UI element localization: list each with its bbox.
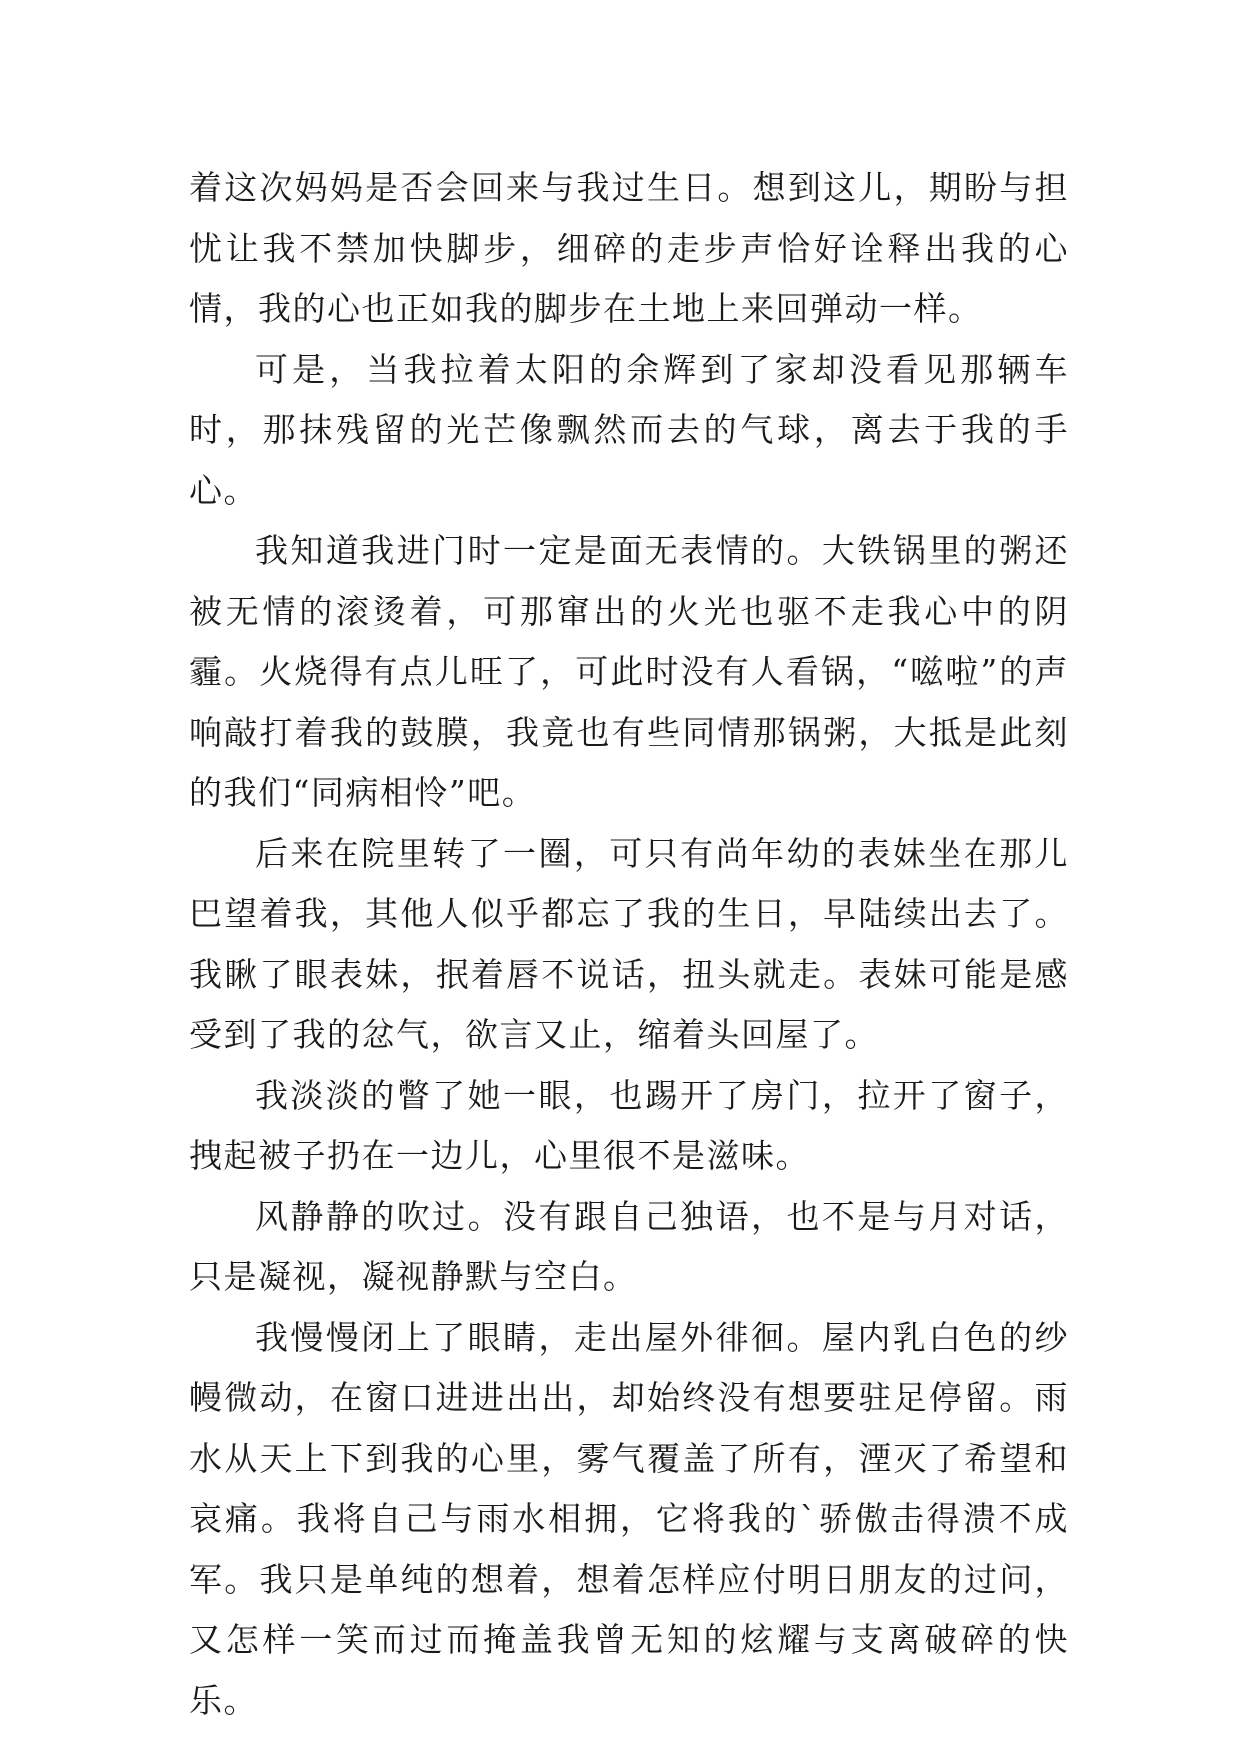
paragraph-7: 我慢慢闭上了眼睛，走出屋外徘徊。屋内乳白色的纱幔微动，在窗口进进出出，却始终没有想要驻足停留。雨水从天上下到我的心里，雾气覆盖了所有，湮灭了希望和哀痛。我将自己与雨水相拥，它将我的`骄傲击得溃不成军。我只是单纯的想着，想着怎样应付明日朋友的过问，又怎样一笑而过而掩盖我曾无知的炫耀与支离破碎的快乐。 bbox=[189, 1317, 1069, 1720]
article-body bbox=[189, 158, 1069, 1731]
paragraph-3: 我知道我进门时一定是面无表情的。大铁锅里的粥还被无情的滚烫着，可那窜出的火光也驱不走我心中的阴霾。火烧得有点儿旺了，可此时没有人看锅，“嗞啦”的声响敲打着我的鼓膜，我竟也有些同情那锅粥，大抵是此刻的我们“同病相怜”吧。 bbox=[189, 531, 1069, 812]
paragraph-2: 可是，当我拉着太阳的余辉到了家却没看见那辆车时，那抹残留的光芒像飘然而去的气球，离去于我的手心。 bbox=[189, 349, 1069, 510]
paragraph-5: 我淡淡的瞥了她一眼，也踢开了房门，拉开了窗子，拽起被子扔在一边儿，心里很不是滋味。 bbox=[189, 1075, 1069, 1175]
paragraph-6: 风静静的吹过。没有跟自己独语，也不是与月对话，只是凝视，凝视静默与空白。 bbox=[189, 1196, 1069, 1296]
paragraph-continued: 着这次妈妈是否会回来与我过生日。想到这儿，期盼与担忧让我不禁加快脚步，细碎的走步声恰好诠释出我的心情，我的心也正如我的脚步在土地上来回弹动一样。 bbox=[189, 168, 1069, 328]
paragraph-4: 后来在院里转了一圈，可只有尚年幼的表妹坐在那儿巴望着我，其他人似乎都忘了我的生日，早陆续出去了。我瞅了眼表妹，抿着唇不说话，扭头就走。表妹可能是感受到了我的忿气，欲言又止，缩着头回屋了。 bbox=[189, 833, 1069, 1054]
